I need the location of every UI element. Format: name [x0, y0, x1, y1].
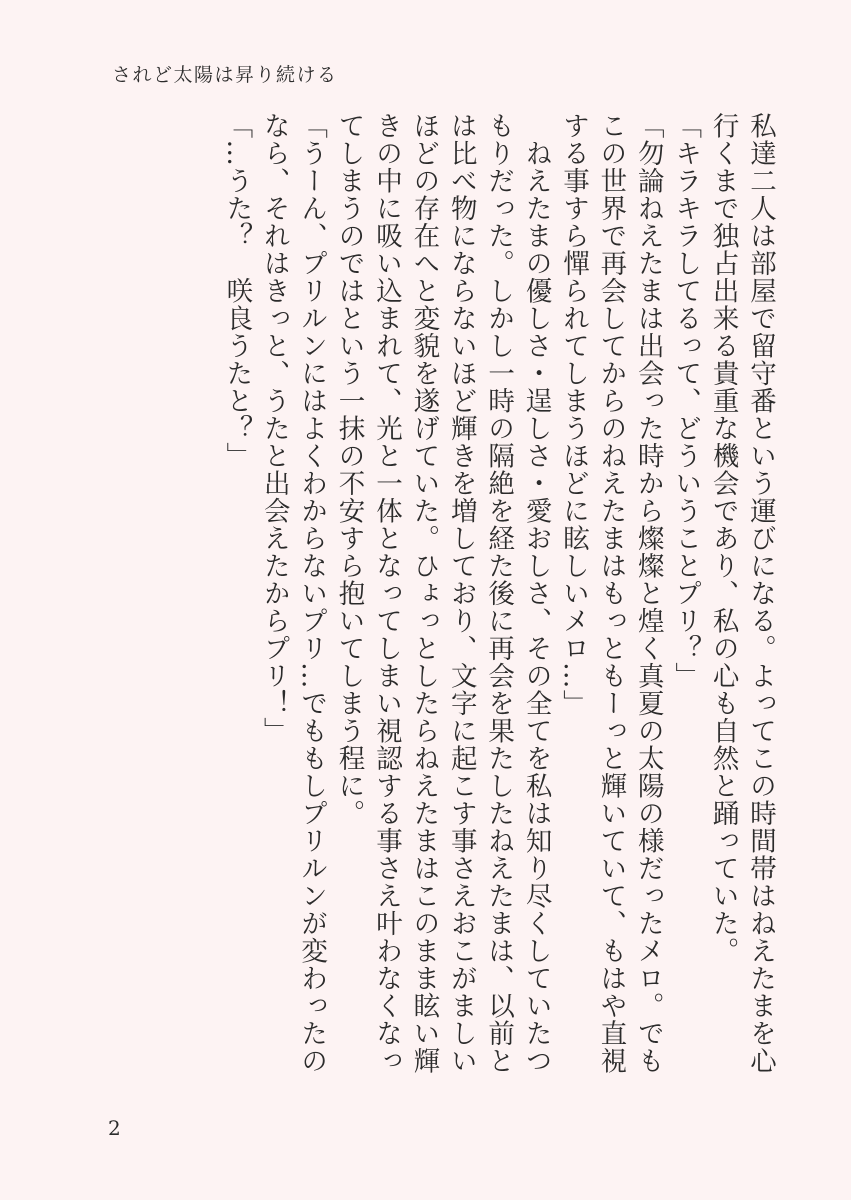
paragraph: 「うーん、プリルンにはよくわからないプリ…でももしプリルンが変わったのなら、それはきっと、うたと出会えたからプリ！」 [258, 112, 328, 1075]
running-head: されど太陽は昇り続ける [112, 64, 338, 86]
paragraph: ねえたまの優しさ・逞しさ・愛おしさ、その全てを私は知り尽くしていたつもりだった。しかし一時の隔絶を経た後に再会を果たしたねえたまは、以前とは比べ物にならないほど輝きを増しており、文字に起こす事さえおこがましいほどの存在へと変貌を遂げていた。ひょっとしたらねえたまはこのまま眩い輝きの中に吸い込まれて、光と一体となってしまい視認する事さえ叶わなくなってしまうのではという一抹の不安すら抱いてしまう程に。 [333, 112, 552, 1075]
body-text [99, 112, 779, 1087]
page-number: 2 [108, 1116, 121, 1140]
paragraph: 私達二人は部屋で留守番という運びになる。よってこの時間帯はねえたまを心行くまで独占出来る貴重な機会であり、私の心も自然と踊っていた。 [707, 112, 776, 1075]
paragraph: 「…うた？ 咲良うたと？」 [221, 112, 253, 470]
paragraph: 「キラキラしてるって、どういうことプリ？」 [670, 112, 702, 690]
paragraph: 「勿論ねえたまは出会った時から燦燦と煌く真夏の太陽の様だったメロ。でもこの世界で再会してからのねえたまはもっともーっと輝いていて、もはや直視する事すら憚られてしまうほどに眩しいメロ…」 [557, 112, 664, 1075]
